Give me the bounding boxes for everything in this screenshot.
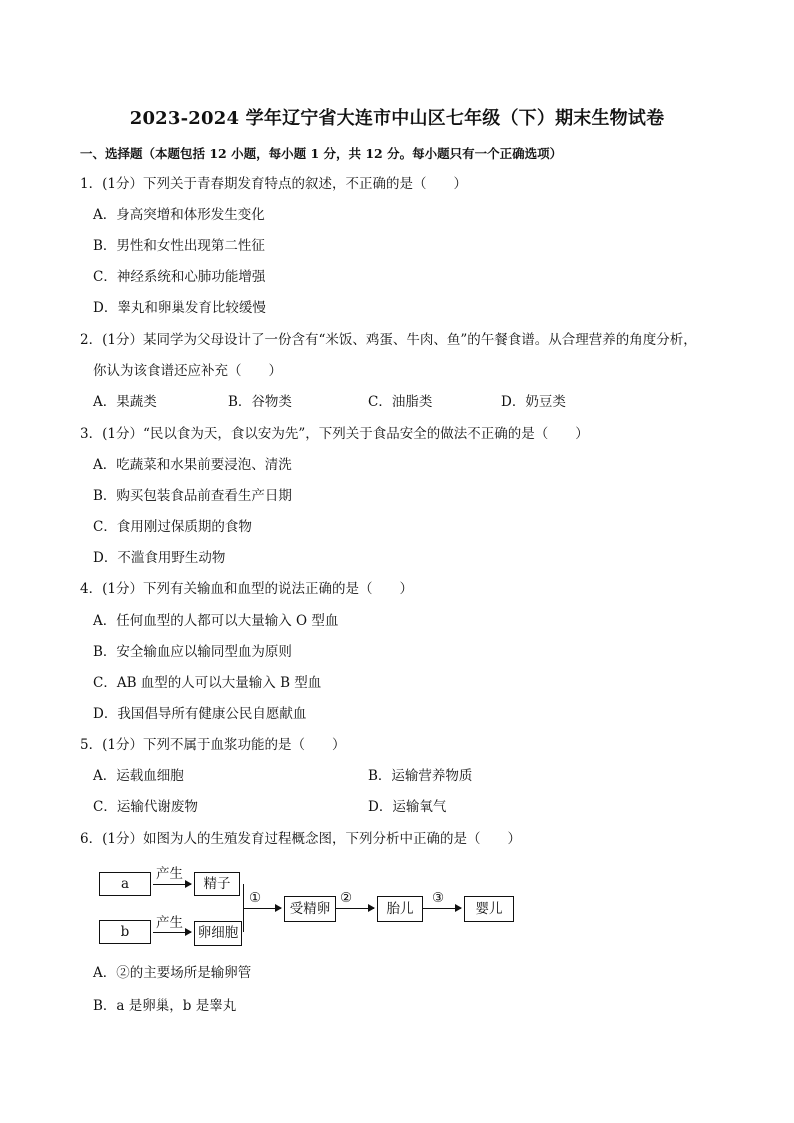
question-2-stem-line-2: 你认为该食谱还应补充（ ） <box>93 363 282 379</box>
reproduction-concept-diagram <box>96 864 536 954</box>
question-1-option-b[interactable]: B．男性和女性出现第二性征 <box>93 238 265 254</box>
produce-label-top: 产生 <box>156 866 183 882</box>
question-2-option-d[interactable]: D．奶豆类 <box>501 394 566 410</box>
question-2-option-b[interactable]: B．谷物类 <box>228 394 292 410</box>
question-1-option-d[interactable]: D．睾丸和卵巢发育比较缓慢 <box>93 300 266 316</box>
section-heading: 一、选择题（本题包括 12 小题，每小题 1 分，共 12 分。每小题只有一个正确选项） <box>80 146 563 161</box>
step-1-label: ① <box>249 890 262 906</box>
arrow-a-to-sperm <box>153 884 191 885</box>
question-1-stem: 1．(1分）下列关于青春期发育特点的叙述，不正确的是（ ） <box>80 176 467 192</box>
question-5-stem: 5．(1分）下列不属于血浆功能的是（ ） <box>80 737 346 753</box>
question-6-stem: 6．(1分）如图为人的生殖发育过程概念图，下列分析中正确的是（ ） <box>80 831 521 847</box>
question-2-option-a[interactable]: A．果蔬类 <box>93 394 157 410</box>
baby-box: 婴儿 <box>464 896 514 922</box>
produce-label-bottom: 产生 <box>156 915 183 931</box>
zygote-box: 受精卵 <box>284 896 336 922</box>
question-2-stem-line-1: 2．(1分）某同学为父母设计了一份含有“米饭、鸡蛋、牛肉、鱼”的午餐食谱。从合理营养的角度分析， <box>80 332 697 348</box>
question-3-option-d[interactable]: D．不滥食用野生动物 <box>93 550 226 566</box>
question-4-stem: 4．(1分）下列有关输血和血型的说法正确的是（ ） <box>80 581 413 597</box>
question-2-options <box>93 393 693 411</box>
arrow-b-to-egg <box>153 932 191 933</box>
question-3-option-a[interactable]: A．吃蔬菜和水果前要浸泡、清洗 <box>93 457 292 473</box>
question-3-option-b[interactable]: B．购买包装食品前查看生产日期 <box>93 488 292 504</box>
step-2-label: ② <box>340 890 353 906</box>
question-5-option-a[interactable]: A．运载血细胞 <box>93 768 184 784</box>
question-3-stem: 3．(1分）“民以食为天，食以安为先”，下列关于食品安全的做法不正确的是（ ） <box>80 426 589 442</box>
question-4-option-b[interactable]: B．安全输血应以输同型血为原则 <box>93 644 292 660</box>
step-3-label: ③ <box>432 890 445 906</box>
box-a: a <box>99 872 151 896</box>
question-1-option-c[interactable]: C．神经系统和心肺功能增强 <box>93 269 266 285</box>
question-6-option-a[interactable]: A．②的主要场所是输卵管 <box>93 965 252 981</box>
fetus-box: 胎儿 <box>377 896 423 922</box>
question-2-option-c[interactable]: C．油脂类 <box>368 394 433 410</box>
page-title: 2023-2024 学年辽宁省大连市中山区七年级（下）期末生物试卷 <box>129 108 665 129</box>
box-b: b <box>99 920 151 944</box>
question-1-option-a[interactable]: A．身高突增和体形发生变化 <box>93 207 265 223</box>
question-5-option-b[interactable]: B．运输营养物质 <box>368 768 473 784</box>
arrow-to-zygote <box>243 908 281 909</box>
arrow-to-baby <box>423 908 461 909</box>
question-4-option-c[interactable]: C．AB 血型的人可以大量输入 B 型血 <box>93 675 322 691</box>
question-5-option-c[interactable]: C．运输代谢废物 <box>93 799 198 815</box>
question-5-options-row-1 <box>93 767 693 785</box>
egg-box: 卵细胞 <box>194 921 242 946</box>
arrow-to-fetus <box>336 908 374 909</box>
question-4-option-d[interactable]: D．我国倡导所有健康公民自愿献血 <box>93 706 307 722</box>
question-5-option-d[interactable]: D．运输氧气 <box>368 799 447 815</box>
sperm-box: 精子 <box>194 872 240 896</box>
question-6-option-b[interactable]: B．a 是卵巢，b 是睾丸 <box>93 998 237 1014</box>
question-3-option-c[interactable]: C．食用刚过保质期的食物 <box>93 519 252 535</box>
question-5-options-row-2 <box>93 798 693 816</box>
question-4-option-a[interactable]: A．任何血型的人都可以大量输入 O 型血 <box>93 613 339 629</box>
